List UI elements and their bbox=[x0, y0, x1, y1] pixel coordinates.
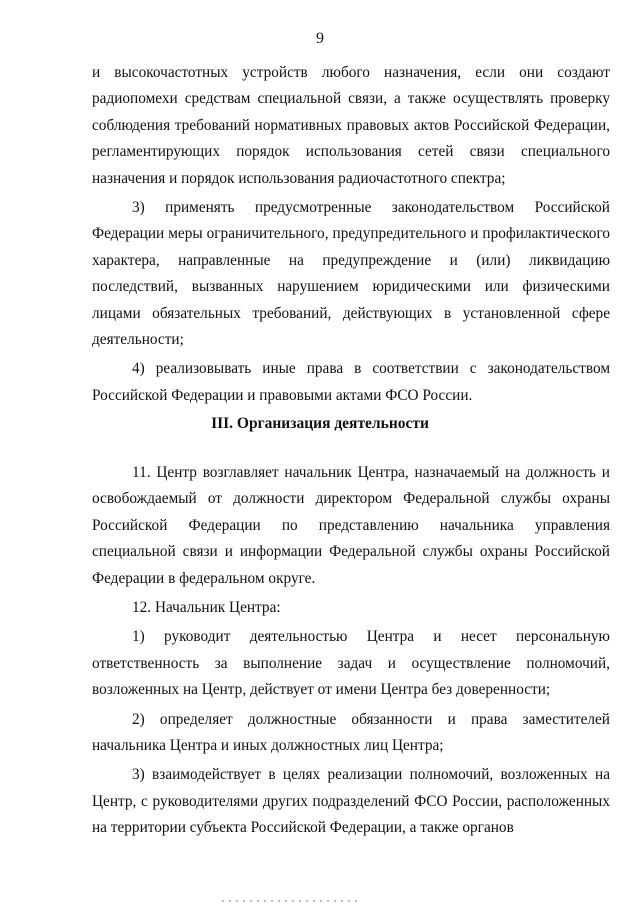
paragraph-duty-1: 1) руководит деятельностью Центра и несет персональную ответственность за выполнение задач и осуществление полномочий, возложенных на Центр, действует от имени Центра без доверенности; bbox=[92, 628, 610, 699]
section-heading: III. Организация деятельности bbox=[211, 415, 429, 432]
paragraph-clause-11: 11. Центр возглавляет начальник Центра, назначаемый на должность и освобождаемый от должности директором Федеральной службы охраны Российской Федерации по представлению начальника управления специальной связи и информации Федеральной службы охраны Российской Федерации в федеральном округе. bbox=[92, 464, 610, 587]
paragraph-continuation: и высокочастотных устройств любого назначения, если они создают радиопомехи средствам специальной связи, а также осуществлять проверку соблюдения требований нормативных правовых актов Российской Федерации, регламентирующих порядок использования сетей связи специального назначения и порядок использования радиочастотного спектра; bbox=[92, 64, 610, 187]
paragraph-item-3: 3) применять предусмотренные законодательством Российской Федерации меры ограничительного, предупредительного и профилактического характера, направленные на предупреждение и (или) ликвидацию последствий, вызванных нарушением юридическими или физическими лицами обязательных требований, действующих в установленной сфере деятельности; bbox=[92, 199, 610, 349]
page-number: 9 bbox=[316, 30, 324, 47]
text-block-top bbox=[92, 60, 610, 412]
paragraph-clause-12: 12. Начальник Центра: bbox=[132, 599, 281, 617]
scan-artifact bbox=[222, 900, 362, 902]
paragraph-duty-2: 2) определяет должностные обязанности и права заместителей начальника Центра и иных должностных лиц Центра; bbox=[92, 710, 610, 755]
text-block-bottom bbox=[92, 460, 610, 845]
paragraph-duty-3: 3) взаимодействует в целях реализации полномочий, возложенных на Центр, с руководителями других подразделений ФСО России, расположенных на территории субъекта Российской Федерации, а также органов bbox=[92, 766, 610, 837]
paragraph-item-4: 4) реализовывать иные права в соответствии с законодательством Российской Федерации и правовыми актами ФСО России. bbox=[92, 360, 610, 404]
